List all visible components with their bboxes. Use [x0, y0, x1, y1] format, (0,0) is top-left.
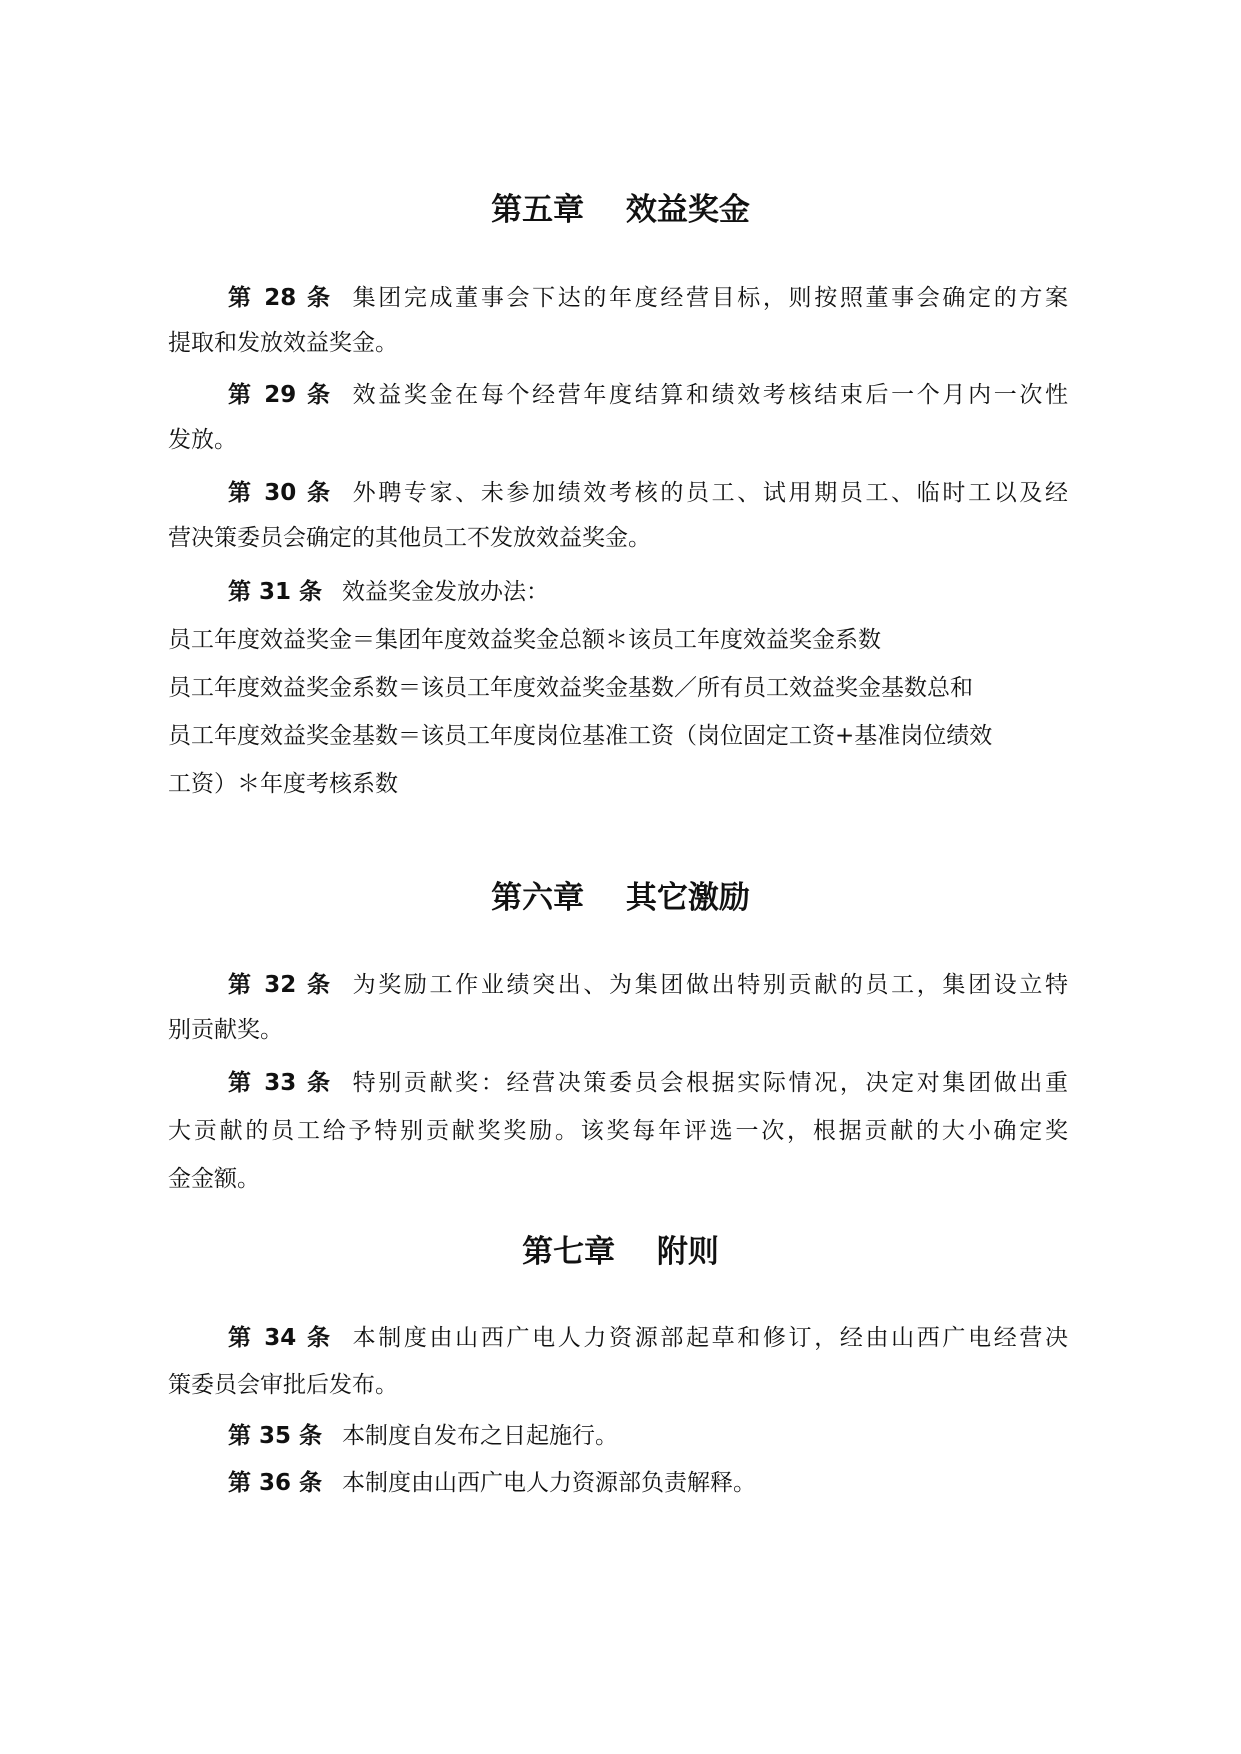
article-text: 本制度自发布之日起施行。 [342, 1423, 619, 1449]
article-line [228, 1068, 1068, 1098]
article-label: 第 31 条 [228, 579, 323, 605]
article-text: 本制度由山西广电人力资源部起草和修订，经由山西广电经营决 [352, 1325, 1069, 1351]
article-text: 本制度由山西广电人力资源部负责解释。 [342, 1470, 757, 1496]
formula-line: 员工年度效益奖金基数＝该员工年度岗位基准工资（岗位固定工资+基准岗位绩效 [168, 723, 993, 749]
article-line: 别贡献奖。 [168, 1017, 283, 1043]
article-text: 效益奖金发放办法： [342, 579, 550, 605]
article-label: 第 28 条 [228, 285, 333, 311]
article-line [228, 380, 1068, 410]
article-line [228, 1421, 1068, 1451]
article-line: 策委员会审批后发布。 [168, 1372, 398, 1398]
article-label: 第 34 条 [228, 1325, 333, 1351]
article-label: 第 33 条 [228, 1070, 333, 1096]
article-line: 发放。 [168, 427, 237, 453]
article-line: 金金额。 [168, 1166, 260, 1192]
article-label: 第 32 条 [228, 972, 333, 998]
chapter-title: 第六章 其它激励 [491, 880, 750, 916]
article-line [228, 478, 1068, 508]
article-line [228, 577, 1068, 607]
article-line: 提取和发放效益奖金。 [168, 330, 398, 356]
article-text: 集团完成董事会下达的年度经营目标，则按照董事会确定的方案 [352, 285, 1069, 311]
article-text: 为奖励工作业绩突出、为集团做出特别贡献的员工，集团设立特 [352, 972, 1069, 998]
chapter-title: 第七章 附则 [522, 1234, 719, 1270]
article-line [228, 970, 1068, 1000]
article-line [228, 283, 1068, 313]
article-label: 第 30 条 [228, 480, 333, 506]
article-text: 特别贡献奖：经营决策委员会根据实际情况，决定对集团做出重 [352, 1070, 1069, 1096]
article-line [228, 1468, 1068, 1498]
article-label: 第 36 条 [228, 1470, 323, 1496]
article-label: 第 29 条 [228, 382, 333, 408]
chapter-title: 第五章 效益奖金 [491, 192, 750, 228]
article-line: 大贡献的员工给予特别贡献奖奖励。该奖每年评选一次，根据贡献的大小确定奖 [168, 1118, 1068, 1144]
formula-line: 员工年度效益奖金系数＝该员工年度效益奖金基数／所有员工效益奖金基数总和 [168, 675, 973, 701]
article-line: 营决策委员会确定的其他员工不发放效益奖金。 [168, 525, 651, 551]
formula-line: 员工年度效益奖金＝集团年度效益奖金总额＊该员工年度效益奖金系数 [168, 627, 881, 653]
article-line [228, 1323, 1068, 1353]
article-text: 效益奖金在每个经营年度结算和绩效考核结束后一个月内一次性 [352, 382, 1069, 408]
formula-line: 工资）＊年度考核系数 [168, 771, 398, 797]
article-text: 外聘专家、未参加绩效考核的员工、试用期员工、临时工以及经 [352, 480, 1069, 506]
article-label: 第 35 条 [228, 1423, 323, 1449]
